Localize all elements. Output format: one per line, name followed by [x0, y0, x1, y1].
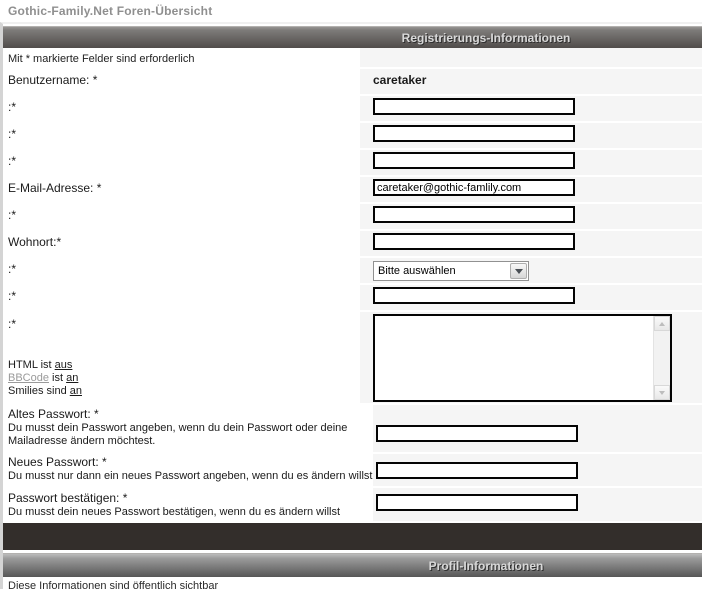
textarea-edit-area[interactable]	[375, 316, 653, 400]
location-label: Wohnort:*	[8, 235, 62, 249]
dropdown-selected-value: Bitte auswählen	[378, 265, 456, 277]
scrollbar-track[interactable]	[653, 316, 670, 400]
dropdown-arrow-icon[interactable]	[510, 263, 527, 279]
form-row-textarea	[3, 312, 702, 405]
confirm-password-label: Passwort bestätigen: *	[8, 491, 128, 505]
form-row-email	[3, 177, 702, 204]
confirm-password-input[interactable]	[376, 494, 578, 511]
field-label: :*	[8, 289, 17, 303]
arrow-up-icon	[659, 322, 665, 326]
old-password-desc: Du musst dein Passwort angeben, wenn du dein Passwort oder deine Mailadresse ändern möchtest.	[8, 422, 348, 447]
form-row-unlabeled-3	[3, 150, 702, 177]
field-label: :*	[8, 127, 17, 141]
page-title: Gothic-Family.Net Foren-Übersicht	[8, 4, 213, 18]
form-row-confirm-password	[3, 488, 702, 523]
unlabeled-field-5[interactable]	[373, 287, 575, 304]
row-background	[360, 48, 702, 69]
form-row-username	[3, 69, 702, 96]
arrow-down-icon	[659, 391, 665, 395]
formatting-status	[8, 359, 360, 398]
smilies-state: an	[69, 385, 82, 397]
scroll-down-button[interactable]	[654, 385, 670, 400]
form-row-unlabeled-5	[3, 285, 702, 312]
unlabeled-field-4[interactable]	[373, 206, 575, 223]
field-label: :*	[8, 262, 17, 276]
about-textarea[interactable]	[373, 314, 672, 402]
new-password-input[interactable]	[376, 462, 578, 479]
form-row-unlabeled-4	[3, 204, 702, 231]
field-label: :*	[8, 208, 17, 222]
new-password-desc: Du musst nur dann ein neues Passwort angeben, wenn du es ändern willst	[8, 470, 373, 482]
form-row-unlabeled-2	[3, 123, 702, 150]
form-row-select	[3, 258, 702, 285]
section-divider	[3, 523, 702, 550]
section-header-profile	[3, 553, 702, 577]
form-panel	[0, 22, 702, 589]
form-row-unlabeled-1	[3, 96, 702, 123]
section-title: Profil-Informationen	[428, 558, 544, 573]
section-header-registration	[3, 26, 702, 48]
form-row-location	[3, 231, 702, 258]
email-input[interactable]	[373, 179, 575, 196]
unlabeled-field-3[interactable]	[373, 152, 575, 169]
form-row-new-password	[3, 454, 702, 488]
confirm-password-desc: Du musst dein neues Passwort bestätigen, wenn du es ändern willst	[8, 506, 341, 518]
unlabeled-field-2[interactable]	[373, 125, 575, 142]
location-input[interactable]	[373, 233, 575, 250]
field-label: :*	[8, 317, 17, 331]
scroll-up-button[interactable]	[654, 316, 670, 331]
html-status-line: HTML ist aus	[8, 359, 73, 371]
field-label: :*	[8, 100, 17, 114]
required-fields-note: Mit * markierte Felder sind erforderlich	[8, 53, 195, 65]
field-label: :*	[8, 154, 17, 168]
username-value: caretaker	[373, 73, 427, 87]
old-password-label: Altes Passwort: *	[8, 407, 99, 421]
email-label: E-Mail-Adresse: *	[8, 181, 102, 195]
unlabeled-field-1[interactable]	[373, 98, 575, 115]
section-title: Registrierungs-Informationen	[401, 30, 571, 45]
profile-section-note: Diese Informationen sind öffentlich sichtbar	[3, 577, 702, 589]
new-password-label: Neues Passwort: *	[8, 455, 107, 469]
bbcode-status-line: BBCode ist an	[8, 372, 79, 384]
bbcode-link[interactable]: BBCode	[8, 372, 49, 384]
username-label: Benutzername: *	[8, 73, 98, 87]
html-state: aus	[54, 359, 73, 371]
smilies-status-line: Smilies sind an	[8, 385, 82, 397]
required-note-row	[3, 48, 702, 69]
old-password-input[interactable]	[376, 425, 578, 442]
dropdown-select[interactable]	[373, 261, 529, 281]
form-row-old-password	[3, 405, 702, 454]
bbcode-state: an	[66, 372, 79, 384]
